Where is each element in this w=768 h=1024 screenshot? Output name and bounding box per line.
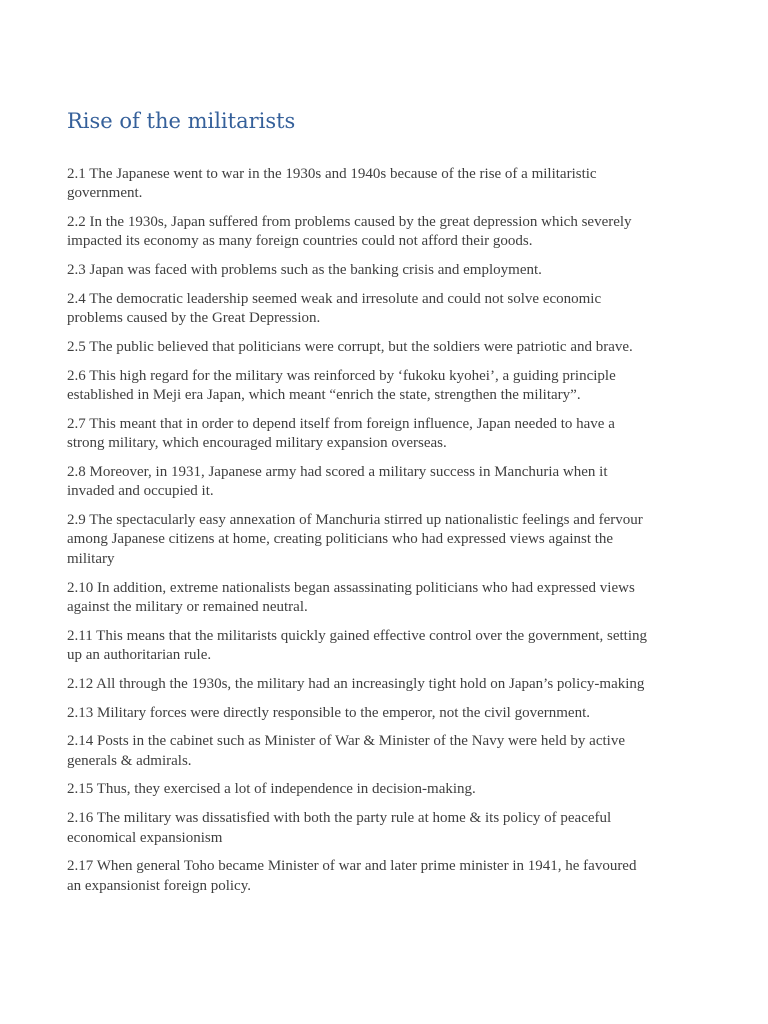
paragraph-2-13: 2.13 Military forces were directly responsible to the emperor, not the civil government. [67, 704, 590, 721]
document-body [67, 165, 707, 905]
paragraph-2-15: 2.15 Thus, they exercised a lot of independence in decision-making. [67, 781, 476, 798]
paragraph-2-9: 2.9 The spectacularly easy annexation of Manchuria stirred up nationalistic feelings and fervour among Japanese citizens at home, creating politicians who had expressed views against the military [67, 512, 643, 567]
paragraph-2-4: 2.4 The democratic leadership seemed weak and irresolute and could not solve economic problems caused by the Great Depression. [67, 290, 602, 327]
paragraph-2-11: 2.11 This means that the militarists quickly gained effective control over the government, setting up an authoritarian rule. [67, 627, 647, 663]
paragraph-2-2: 2.2 In the 1930s, Japan suffered from problems caused by the great depression which severely impacted its economy as many foreign countries could not afford their goods. [67, 214, 632, 250]
paragraph-2-16: 2.16 The military was dissatisfied with both the party rule at home & its policy of peaceful economical expansionism [67, 810, 612, 846]
paragraph-2-8: 2.8 Moreover, in 1931, Japanese army had scored a military success in Manchuria when it invaded and occupied it. [67, 464, 608, 500]
paragraph-2-17: 2.17 When general Toho became Minister of war and later prime minister in 1941, he favoured an expansionist foreign policy. [67, 858, 637, 894]
page-title: Rise of the militarists [67, 109, 296, 133]
paragraph-2-7: 2.7 This meant that in order to depend itself from foreign influence, Japan needed to have a strong military, which encouraged military expansion overseas. [67, 415, 615, 452]
paragraph-2-3: 2.3 Japan was faced with problems such as the banking crisis and employment. [67, 262, 542, 279]
paragraph-2-12: 2.12 All through the 1930s, the military had an increasingly tight hold on Japan’s policy-making [67, 675, 645, 692]
paragraph-2-5: 2.5 The public believed that politicians were corrupt, but the soldiers were patriotic and brave. [67, 339, 633, 356]
paragraph-2-10: 2.10 In addition, extreme nationalists began assassinating politicians who had expressed views against the military or remained neutral. [67, 579, 635, 615]
paragraph-2-14: 2.14 Posts in the cabinet such as Minister of War & Minister of the Navy were held by active generals & admirals. [67, 733, 625, 769]
paragraph-2-6: 2.6 This high regard for the military was reinforced by ‘fukoku kyohei’, a guiding principle established in Meji era Japan, which meant “enrich the state, strengthen the military”. [67, 367, 616, 404]
paragraph-2-1: 2.1 The Japanese went to war in the 1930s and 1940s because of the rise of a militaristic government. [67, 166, 597, 202]
